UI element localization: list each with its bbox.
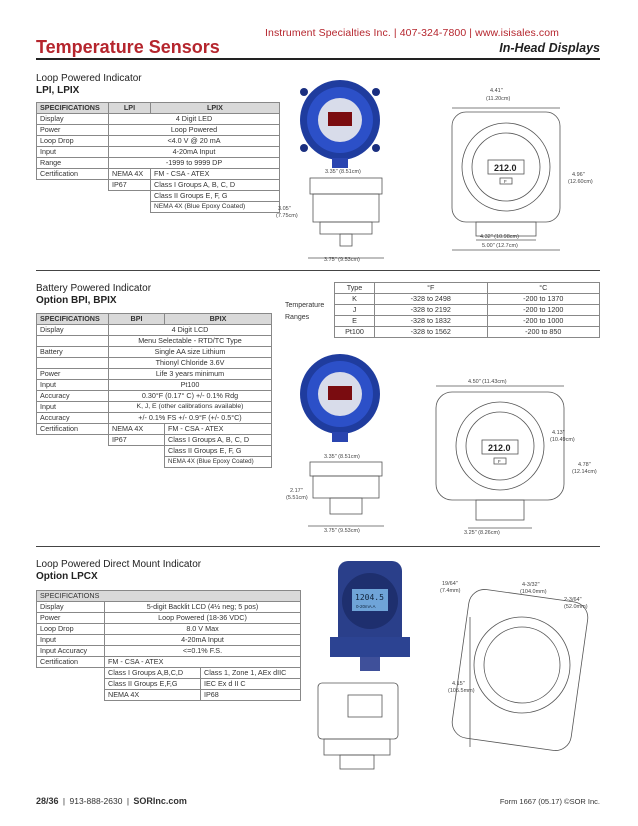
section-title: Battery Powered Indicator <box>36 283 152 294</box>
cert-cell: Class II Groups E, F, G <box>151 191 280 202</box>
page-number: 28/36 <box>36 796 59 806</box>
dim-label: (52.0mm) <box>564 604 588 610</box>
lcd-subreadout: 0-20mA A <box>356 604 376 609</box>
dim-label: (105.5mm) <box>448 688 475 694</box>
row-label: Certification <box>37 657 105 668</box>
col-bpix: BPIX <box>165 314 272 325</box>
col-lpi: LPI <box>109 103 151 114</box>
dim-label: 5.00" (12.7cm) <box>482 243 518 249</box>
temp-cell: K <box>335 294 375 305</box>
section-divider <box>36 270 600 271</box>
row-value: -1999 to 9999 DP <box>109 158 280 169</box>
temp-cell: -200 to 1200 <box>487 305 600 316</box>
temp-col-c: °C <box>487 283 600 294</box>
row-label: Loop Drop <box>37 136 109 147</box>
dim-label: 3.75" (9.53cm) <box>324 257 360 263</box>
contact-line: Instrument Specialties Inc. | 407-324-7800 | www.isisales.com <box>265 27 560 39</box>
row-value: 4 Digit LED <box>109 114 280 125</box>
row-label: Input <box>37 147 109 158</box>
section-divider <box>36 546 600 547</box>
bpi-photo <box>300 354 380 442</box>
temp-cell: -200 to 1370 <box>487 294 600 305</box>
dim-label: 4-3/32" <box>522 582 540 588</box>
bpi-spec-table <box>36 313 272 468</box>
dim-label: 19/64" <box>442 581 458 587</box>
row-value: 8.0 V Max <box>105 624 301 635</box>
dim-label: (12.60cm) <box>568 179 593 185</box>
temp-label-line: Ranges <box>285 314 310 321</box>
temp-cell: -200 to 850 <box>487 327 600 338</box>
lpi-side-view <box>276 169 384 263</box>
row-value: 4 Digit LCD <box>109 325 272 336</box>
row-value: 0.30°F (0.17° C) +/- 0.1% Rdg <box>109 391 272 402</box>
dim-label: 3.05" <box>278 206 291 212</box>
page-title: Temperature Sensors <box>36 37 220 57</box>
cert-cell: NEMA 4X <box>105 690 201 701</box>
dim-label: 3.25" (8.26cm) <box>464 530 500 536</box>
section-title: Loop Powered Direct Mount Indicator <box>36 559 202 570</box>
cert-cell: Class I Groups A,B,C,D <box>105 668 201 679</box>
row-value: +/- 0.1% FS +/- 0.9°F (+/- 0.5°C) <box>109 413 272 424</box>
temp-cell: Pt100 <box>335 327 375 338</box>
temp-cell: -328 to 2498 <box>375 294 488 305</box>
bpi-drawing <box>280 350 610 540</box>
section-subtitle: LPI, LPIX <box>36 85 80 96</box>
row-label: Power <box>37 613 105 624</box>
row-label: Loop Drop <box>37 624 105 635</box>
row-value: Pt100 <box>109 380 272 391</box>
lpcx-angled-view <box>440 581 590 753</box>
cert-cell: Class II Groups E, F, G <box>165 446 272 457</box>
row-label: Display <box>37 325 109 336</box>
readout-text: 212.0 <box>488 443 511 453</box>
row-value: <=0.1% F.S. <box>105 646 301 657</box>
temp-cell: -328 to 2192 <box>375 305 488 316</box>
row-value: Single AA size Lithium <box>109 347 272 358</box>
row-value: Life 3 years minimum <box>109 369 272 380</box>
spec-header: SPECIFICATIONS <box>37 591 301 602</box>
dim-label: 3.35" (8.51cm) <box>325 169 361 175</box>
row-label: Power <box>37 125 109 136</box>
dim-label: 3.75" (9.53cm) <box>324 528 360 534</box>
footer-form: Form 1667 (05.17) ©SOR Inc. <box>499 797 600 806</box>
col-bpi: BPI <box>109 314 165 325</box>
cert-cell: FM - CSA - ATEX <box>165 424 272 435</box>
dim-label: (104.0mm) <box>520 589 547 595</box>
lpcx-side-view <box>318 683 398 769</box>
cert-cell: NEMA 4X (Blue Epoxy Coated) <box>165 457 272 468</box>
temp-cell: J <box>335 305 375 316</box>
row-value: Thionyl Chloride 3.6V <box>109 358 272 369</box>
lcd-readout: 1204.5 <box>355 593 384 602</box>
lpcx-spec-table <box>36 590 301 701</box>
row-label: Accuracy <box>37 391 109 402</box>
dim-label: (12.14cm) <box>572 469 597 475</box>
row-value: Menu Selectable - RTD/TC Type <box>109 336 272 347</box>
col-lpix: LPIX <box>151 103 280 114</box>
dim-label: 4.41" <box>490 88 503 94</box>
row-value: K, J, E (other calibrations available) <box>109 402 272 413</box>
cert-cell: IEC Ex d II C <box>201 679 301 690</box>
cert-cell: Class I Groups A, B, C, D <box>151 180 280 191</box>
cert-cell: IP67 <box>109 180 151 191</box>
spec-header: SPECIFICATIONS <box>37 103 109 114</box>
section-subtitle: Option LPCX <box>36 571 98 582</box>
lpi-photo <box>300 80 380 168</box>
cert-cell: Class II Groups E,F,G <box>105 679 201 690</box>
bpi-front-view <box>436 379 597 536</box>
cert-cell: Class 1, Zone 1, AEx dIIC <box>201 668 301 679</box>
dim-label: 4.15" <box>452 681 465 687</box>
dim-label: 2.17" <box>290 488 303 494</box>
temp-ranges-label <box>285 300 324 324</box>
page-category: In-Head Displays <box>499 41 600 55</box>
dim-label: (11.20cm) <box>486 96 511 102</box>
dim-label: 4.32" (10.98cm) <box>480 234 519 240</box>
temp-cell: -200 to 1000 <box>487 316 600 327</box>
row-label: Display <box>37 602 105 613</box>
dim-label: 4.78" <box>578 462 591 468</box>
cert-cell: FM - CSA - ATEX <box>105 657 301 668</box>
lpcx-drawing <box>310 555 610 785</box>
cert-cell: Class I Groups A, B, C, D <box>165 435 272 446</box>
lpi-front-view <box>452 88 593 250</box>
row-value: 4-20mA Input <box>105 635 301 646</box>
dim-label: (7.75cm) <box>276 213 298 219</box>
row-label: Input <box>37 402 109 413</box>
lpi-drawing <box>276 70 610 270</box>
row-label: Input <box>37 380 109 391</box>
dim-label: (5.51cm) <box>286 495 308 501</box>
cert-cell: FM - CSA - ATEX <box>151 169 280 180</box>
row-value: <4.0 V @ 20 mA <box>109 136 280 147</box>
row-label: Power <box>37 369 109 380</box>
cert-cell: IP67 <box>109 435 165 446</box>
dim-label: 2-3/64" <box>564 597 582 603</box>
dim-label: 4.96" <box>572 172 585 178</box>
footer-left: 28/36 | 913-888-2630 | SORInc.com <box>36 796 187 806</box>
dim-label: (7.4mm) <box>440 588 461 594</box>
cert-cell: NEMA 4X <box>109 169 151 180</box>
row-value: 4-20mA Input <box>109 147 280 158</box>
temp-col-type: Type <box>335 283 375 294</box>
lpcx-photo <box>330 561 410 671</box>
temp-col-f: °F <box>375 283 488 294</box>
section-subtitle: Option BPI, BPIX <box>36 295 117 306</box>
row-value: Loop Powered (18-36 VDC) <box>105 613 301 624</box>
readout-text: 212.0 <box>494 163 517 173</box>
temp-label-line: Temperature <box>285 302 325 309</box>
row-label: Battery <box>37 347 109 358</box>
dim-label: 4.13" <box>552 430 565 436</box>
row-label: Certification <box>37 169 109 180</box>
unit-label: F <box>504 179 507 184</box>
dim-label: 4.50" (11.43cm) <box>468 379 507 385</box>
bpi-side-view <box>286 454 384 534</box>
row-label: Input <box>37 635 105 646</box>
row-value: Loop Powered <box>109 125 280 136</box>
header-rule <box>36 58 600 60</box>
footer-phone: 913-888-2630 <box>69 796 123 806</box>
temp-cell: E <box>335 316 375 327</box>
unit-label: F <box>498 459 501 464</box>
dim-label: (10.49cm) <box>550 437 575 443</box>
spec-header: SPECIFICATIONS <box>37 314 109 325</box>
temp-range-table <box>334 282 600 338</box>
row-label: Certification <box>37 424 109 435</box>
row-label: Input Accuracy <box>37 646 105 657</box>
row-label: Accuracy <box>37 413 109 424</box>
row-label: Range <box>37 158 109 169</box>
footer-site[interactable]: SORInc.com <box>133 796 187 806</box>
row-value: 5-digit Backlit LCD (4½ neg; 5 pos) <box>105 602 301 613</box>
section-title: Loop Powered Indicator <box>36 73 142 84</box>
temp-cell: -328 to 1562 <box>375 327 488 338</box>
row-label: Display <box>37 114 109 125</box>
dim-label: 3.35" (8.51cm) <box>324 454 360 460</box>
cert-cell: NEMA 4X <box>109 424 165 435</box>
temp-cell: -328 to 1832 <box>375 316 488 327</box>
cert-cell: NEMA 4X (Blue Epoxy Coated) <box>151 202 280 213</box>
lpi-spec-table <box>36 102 280 213</box>
cert-cell: IP68 <box>201 690 301 701</box>
